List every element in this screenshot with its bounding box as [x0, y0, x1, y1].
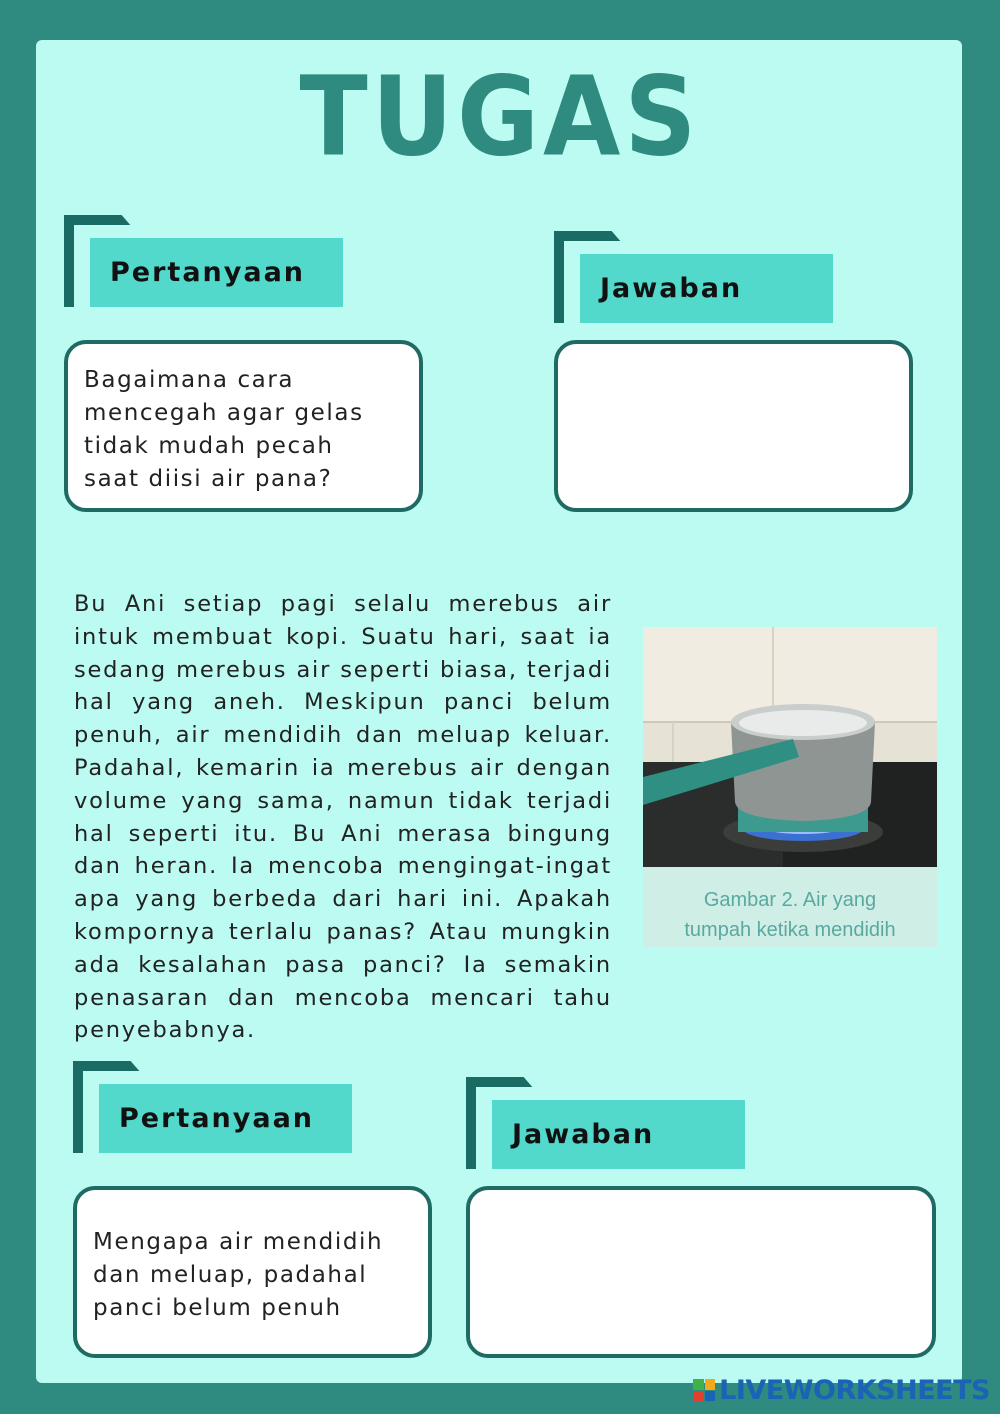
question-label-2: Pertanyaan — [99, 1084, 352, 1153]
liveworksheets-brand[interactable] — [693, 1372, 990, 1408]
question-label-1: Pertanyaan — [90, 238, 343, 307]
question-text-2: Mengapa air mendidih dan meluap, padahal panci belum penuh — [93, 1229, 384, 1321]
question-card-1 — [64, 340, 423, 512]
answer-input-2[interactable] — [466, 1186, 936, 1358]
answer-input-1[interactable] — [554, 340, 913, 512]
answer-label-2: Jawaban — [492, 1100, 745, 1169]
figure-caption: Gambar 2. Air yang tumpah ketika mendidih — [684, 889, 896, 941]
answer-label-1: Jawaban — [580, 254, 833, 323]
brand-text: LIVEWORKSHEETS — [719, 1374, 990, 1406]
liveworksheets-logo-icon — [693, 1379, 715, 1401]
question-text-1: Bagaimana cara mencegah agar gelas tidak mudah pecah saat diisi air pana? — [84, 367, 364, 492]
story-paragraph: Bu Ani setiap pagi selalu merebus air intuk membuat kopi. Suatu hari, saat ia sedang merebus air seperti biasa, terjadi hal yang aneh. Meskipun panci belum penuh, air mendidih dan meluap keluar. Padahal, kemarin ia merebus air dengan volume yang sama, namun tidak terjadi hal seperti itu. Bu Ani merasa bingung dan heran. Ia mencoba mengingat-ingat apa yang berbeda dari hari ini. Apakah kompornya terlalu panas? Atau mungkin ada kesalahan pasa panci? Ia semakin penasaran dan mencoba mencari tahu penyebabnya. — [74, 591, 612, 1044]
page-title: TUGAS — [299, 52, 701, 181]
question-card-2 — [73, 1186, 432, 1358]
boiling-pot-image — [643, 627, 937, 947]
